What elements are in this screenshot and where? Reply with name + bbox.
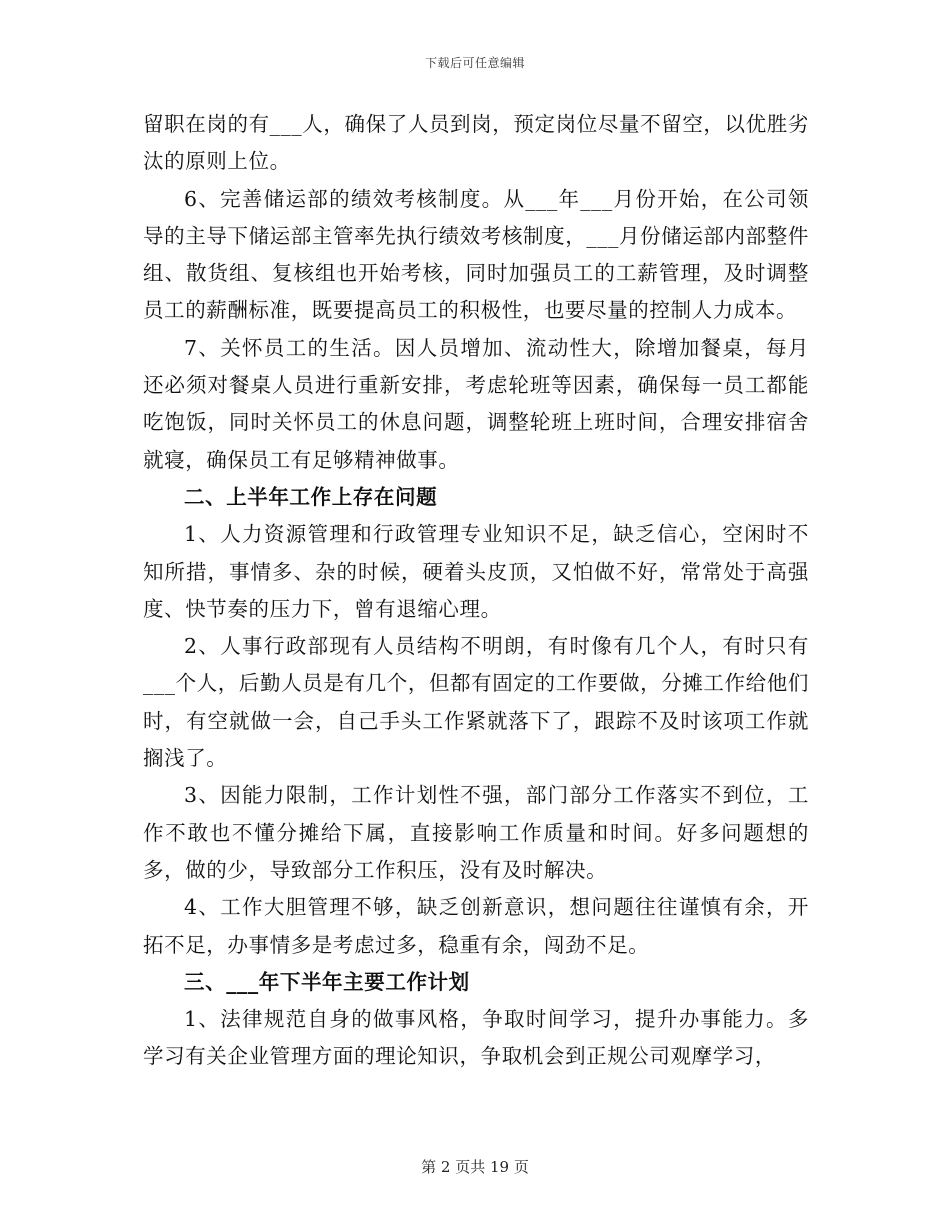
paragraph-plan-1: 1、法律规范自身的做事风格，争取时间学习，提升办事能力。多学习有关企业管理方面的理论知识，争取机会到正规公司观摩学习，	[143, 1007, 809, 1069]
page-footer: 第 2 页共 19 页	[421, 1158, 529, 1176]
paragraph-problem-4: 4、工作大胆管理不够，缺乏创新意识，想问题往往谨慎有余，开拓不足，办事情多是考虑过多，稳重有余，闯劲不足。	[143, 895, 809, 957]
page-header: 下载后可任意编辑	[424, 56, 525, 70]
paragraph-item-7-staff-care: 7、关怀员工的生活。因人员增加、流动性大，除增加餐桌，每月还必须对餐桌人员进行重新安排，考虑轮班等因素，确保每一员工都能吃饱饭，同时关怀员工的休息问题，调整轮班上班时间，合理安排宿舍就寝，确保员工有足够精神做事。	[143, 335, 809, 472]
paragraph-problem-3: 3、因能力限制，工作计划性不强，部门部分工作落实不到位，工作不敢也不懂分摊给下属，直接影响工作质量和时间。好多问题想的多，做的少，导致部分工作积压，没有及时解决。	[143, 783, 809, 882]
section-heading-plan: 三、___年下半年主要工作计划	[184, 969, 470, 994]
paragraph-retention: 留职在岗的有___人，确保了人员到岗，预定岗位尽量不留空，以优胜劣汰的原则上位。	[143, 112, 809, 174]
paragraph-item-6-performance: 6、完善储运部的绩效考核制度。从___年___月份开始，在公司领导的主导下储运部主管率先执行绩效考核制度，___月份储运部内部整件组、散货组、复核组也开始考核，同时加强员工的工薪管理，及时调整员工的薪酬标准，既要提高员工的积极性，也要尽量的控制人力成本。	[143, 186, 809, 323]
paragraph-problem-2: 2、人事行政部现有人员结构不明朗，有时像有几个人，有时只有___个人，后勤人员是有几个，但都有固定的工作要做，分摊工作给他们时，有空就做一会，自己手头工作紧就落下了，跟踪不及时该项工作就搁浅了。	[143, 634, 809, 771]
document-body	[143, 106, 809, 1076]
paragraph-problem-1: 1、人力资源管理和行政管理专业知识不足，缺乏信心，空闲时不知所措，事情多、杂的时候，硬着头皮顶，又怕做不好，常常处于高强度、快节奏的压力下，曾有退缩心理。	[143, 522, 809, 621]
section-heading-problems: 二、上半年工作上存在问题	[184, 484, 438, 509]
